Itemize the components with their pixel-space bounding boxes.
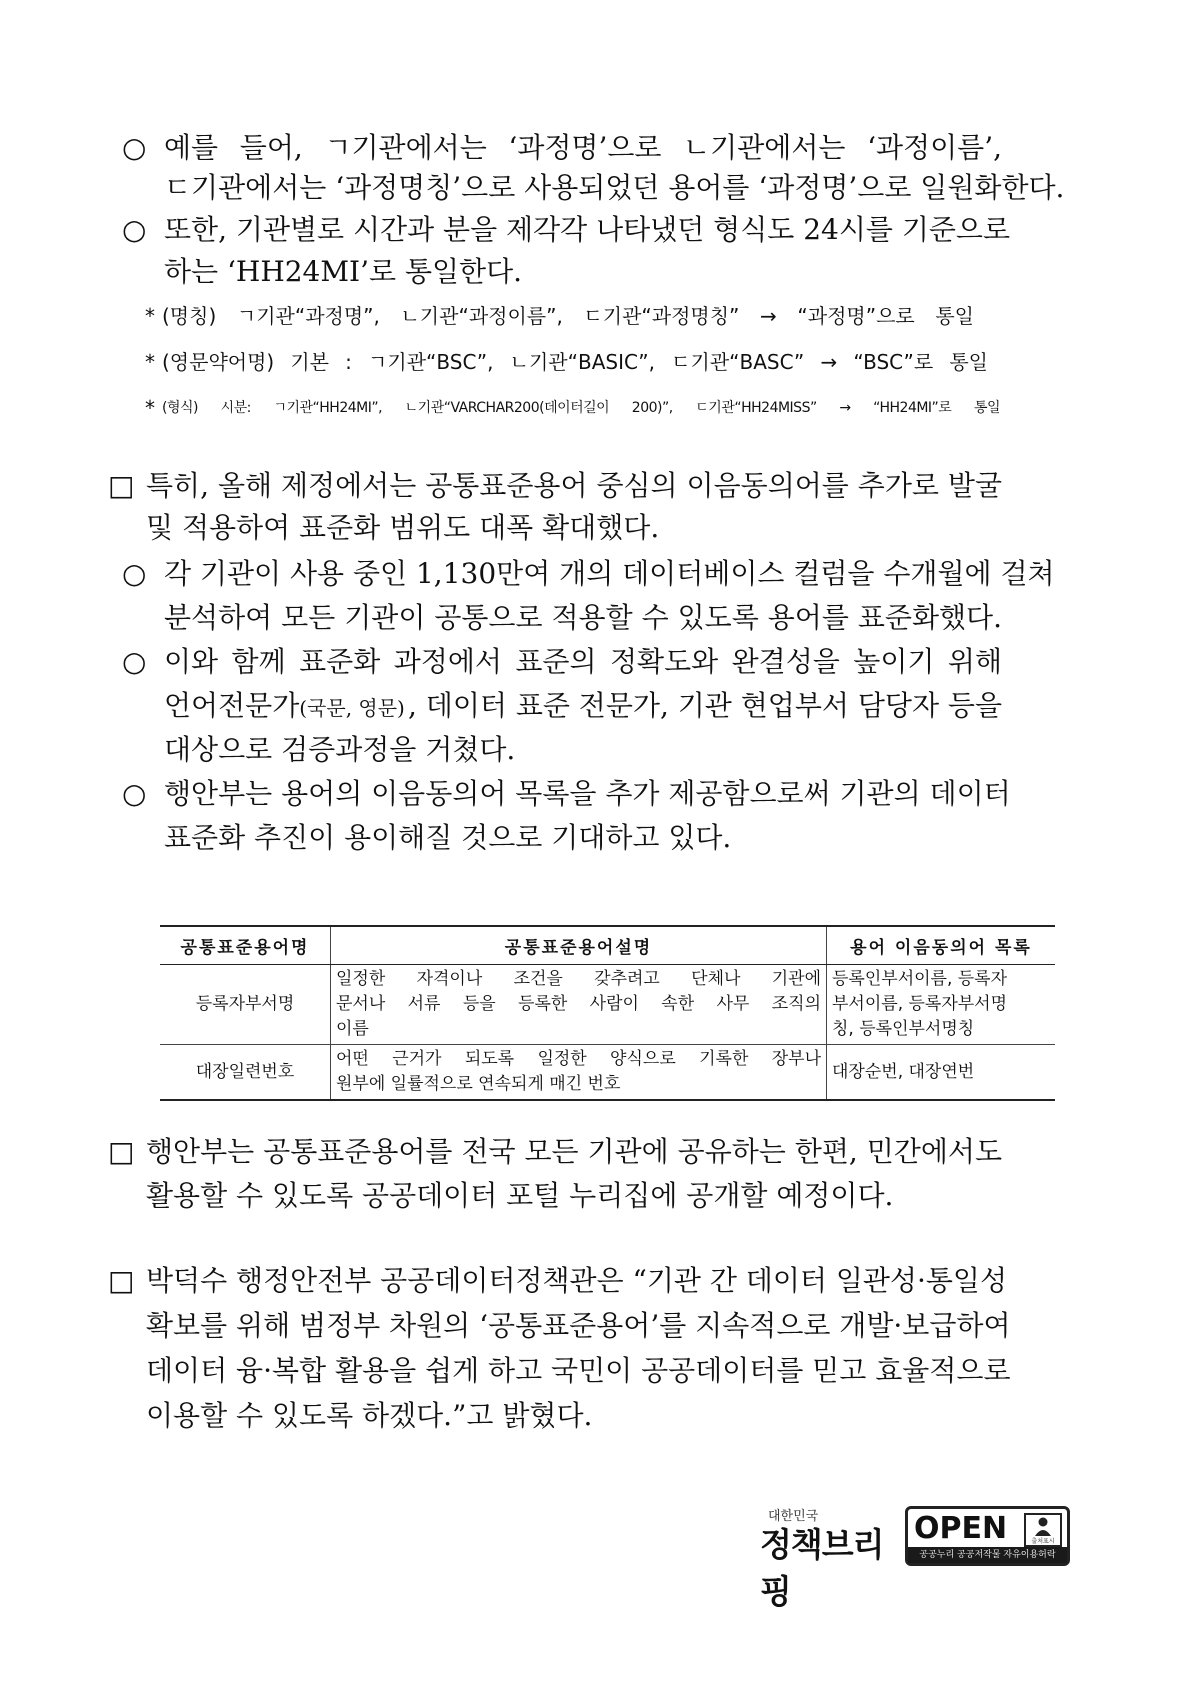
paragraph-line: 데이터 융·복합 활용을 쉽게 하고 국민이 공공데이터를 믿고 효율적으로 [146,1354,1011,1387]
note-line: (형식) 시분: ㄱ기관“HH24MI”, ㄴ기관“VARCHAR200(데이터길이 200)”, ㄷ기관“HH24MISS” → “HH24MI”로 통일 [162,400,1000,416]
paragraph-line: 행안부는 용어의 이음동의어 목록을 추가 제공함으로써 기관의 데이터 [164,777,1011,810]
paragraph-line: 박덕수 행정안전부 공공데이터정책관은 “기관 간 데이터 일관성·통일성 [146,1264,1008,1297]
bullet-square: □ [108,1264,135,1297]
paragraph-line: 분석하여 모든 기관이 공통으로 적용할 수 있도록 용어를 표준화했다. [164,601,1002,634]
term-synonyms: 등록인부서이름, 등록자 부서이름, 등록자부서명 칭, 등록인부서명칭 [827,965,1056,1045]
paragraph-line: 확보를 위해 범정부 차원의 ‘공통표준용어’를 지속적으로 개발·보급하여 [146,1309,1011,1342]
paragraph-line: 대상으로 검증과정을 거쳤다. [164,733,516,766]
bullet-circle: ○ [122,777,147,810]
bullet-circle: ○ [122,131,147,164]
term-description: 일정한 자격이나 조건을 갖추려고 단체나 기관에 문서나 서류 등을 등록한 사람이 속한 사무 조직의 이름 [331,965,827,1045]
term-name: 대장일련번호 [160,1045,331,1101]
term-description: 어떤 근거가 되도록 일정한 양식으로 기록한 장부나 원부에 일률적으로 연속되게 매긴 번호 [331,1045,827,1101]
synonym-table [160,925,1055,1101]
table-header: 공통표준용어설명 [331,926,827,965]
bullet-square: □ [108,469,135,502]
svg-text:출처표시: 출처표시 [1031,1538,1055,1545]
note-marker: * [145,350,155,374]
open-wordmark: OPEN [914,1511,1008,1546]
term-synonyms: 대장순번, 대장연번 [827,1045,1056,1101]
bullet-circle: ○ [122,557,147,590]
paragraph-line: 이와 함께 표준화 과정에서 표준의 정확도와 완결성을 높이기 위해 [164,645,1002,678]
person-icon [1024,1513,1062,1547]
paragraph-line: 활용할 수 있도록 공공데이터 포털 누리집에 공개할 예정이다. [146,1179,894,1212]
paragraph-line: 또한, 기관별로 시간과 분을 제각각 나타냈던 형식도 24시를 기준으로 [164,213,1011,246]
paragraph-span: , 데이터 표준 전문가, 기관 현업부서 담당자 등을 [407,689,1002,722]
paragraph-line [164,688,1002,726]
paragraph-line: 예를 들어, ㄱ기관에서는 ‘과정명’으로 ㄴ기관에서는 ‘과정이름’, [164,131,1002,164]
table-header-row [160,926,1055,965]
note-line: (영문약어명) 기본 : ㄱ기관“BSC”, ㄴ기관“BASIC”, ㄷ기관“BASC” → “BSC”로 통일 [162,350,988,374]
bullet-circle: ○ [122,213,147,246]
paragraph-line: 및 적용하여 표준화 범위도 대폭 확대했다. [146,511,660,544]
note-marker: * [145,396,155,420]
paragraph-line: 이용할 수 있도록 하겠다.”고 밝혔다. [146,1399,593,1432]
term-name: 등록자부서명 [160,965,331,1045]
policy-briefing-logo: 대한민국 정책브리핑 [760,1509,884,1611]
paragraph-line: 특히, 올해 제정에서는 공통표준용어 중심의 이음동의어를 추가로 발굴 [146,469,1002,502]
table-row [160,965,1055,1045]
paragraph-line: 표준화 추진이 용이해질 것으로 기대하고 있다. [164,821,732,854]
table-row [160,1045,1055,1101]
paragraph-line: 각 기관이 사용 중인 1,130만여 개의 데이터베이스 컬럼을 수개월에 걸쳐 [164,557,1055,590]
note-line: (명칭) ㄱ기관“과정명”, ㄴ기관“과정이름”, ㄷ기관“과정명칭” → “과정명”으로 통일 [162,304,974,328]
open-license-badge [905,1506,1070,1566]
bullet-square: □ [108,1135,135,1168]
license-strip: 공공누리 공공저작물 자유이용허락 [908,1547,1067,1563]
paragraph-line: ㄷ기관에서는 ‘과정명칭’으로 사용되었던 용어를 ‘과정명’으로 일원화한다. [164,171,1065,204]
bullet-circle: ○ [122,645,147,678]
paragraph-line: 행안부는 공통표준용어를 전국 모든 기관에 공유하는 한편, 민간에서도 [146,1135,1002,1168]
paragraph-line: 하는 ‘HH24MI’로 통일한다. [164,255,523,288]
paragraph-span: 언어전문가(국문, 영문) [164,689,405,722]
note-marker: * [145,304,155,328]
table-header: 용어 이음동의어 목록 [827,926,1056,965]
table-header: 공통표준용어명 [160,926,331,965]
